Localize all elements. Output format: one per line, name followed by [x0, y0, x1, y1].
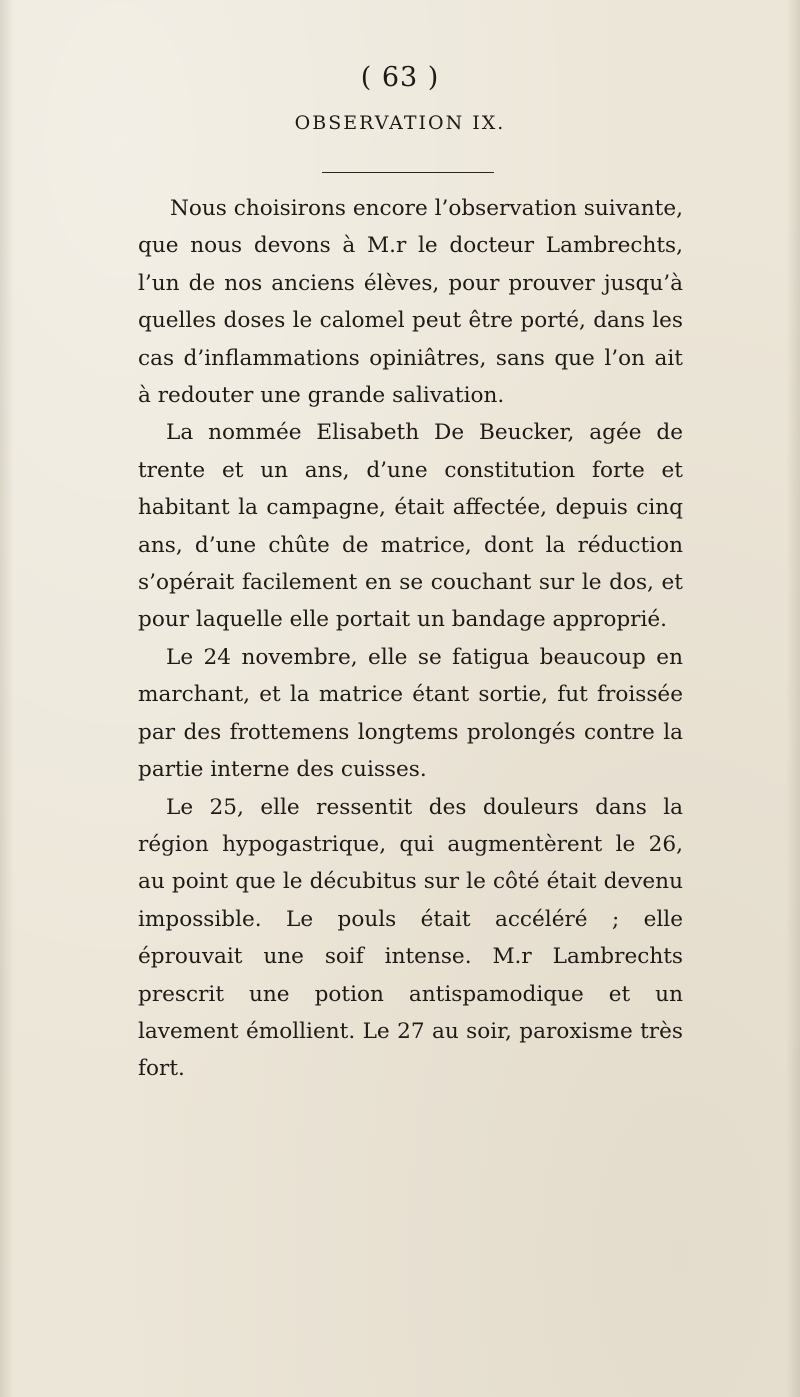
page-number: ( 63 ) [360, 62, 440, 93]
body-text [138, 190, 683, 1088]
section-title: OBSERVATION IX. [294, 112, 506, 134]
paragraph-3: Le 24 novembre, elle se fatigua beaucoup en marchant, et la matrice étant sortie, fut froissée par des frottemens longtems prolongés contre la partie interne des cuisses. [138, 644, 683, 783]
paragraph-2: La nommée Elisabeth De Beucker, agée de trente et un ans, d’une constitution forte et habitant la campagne, était affectée, depuis cinq ans, d’une chûte de matrice, dont la réduction s’opérait facilement en se couchant sur le dos, et pour laquelle elle portait un bandage approprié. [138, 420, 683, 633]
paragraph-4: Le 25, elle ressentit des douleurs dans la région hypogastrique, qui augmentèrent le 26, au point que le décubitus sur le côté était devenu impossible. Le pouls était accéléré ; elle éprouvait une soif intense. M.r Lambrechts prescrit une potion antispamodique et un lavement émollient. Le 27 au soir, paroxisme très fort. [138, 794, 683, 1082]
title-rule [322, 172, 494, 173]
page-edge-left [0, 0, 14, 1397]
paragraph-1: Nous choisirons encore l’observation suivante, que nous devons à M.r le docteur Lambrechts, l’un de nos anciens élèves, pour prouver jusqu’à quelles doses le calomel peut être porté, dans les cas d’inflammations opiniâtres, sans que l’on ait à redouter une grande salivation. [138, 196, 683, 409]
page-edge-right [786, 0, 800, 1397]
